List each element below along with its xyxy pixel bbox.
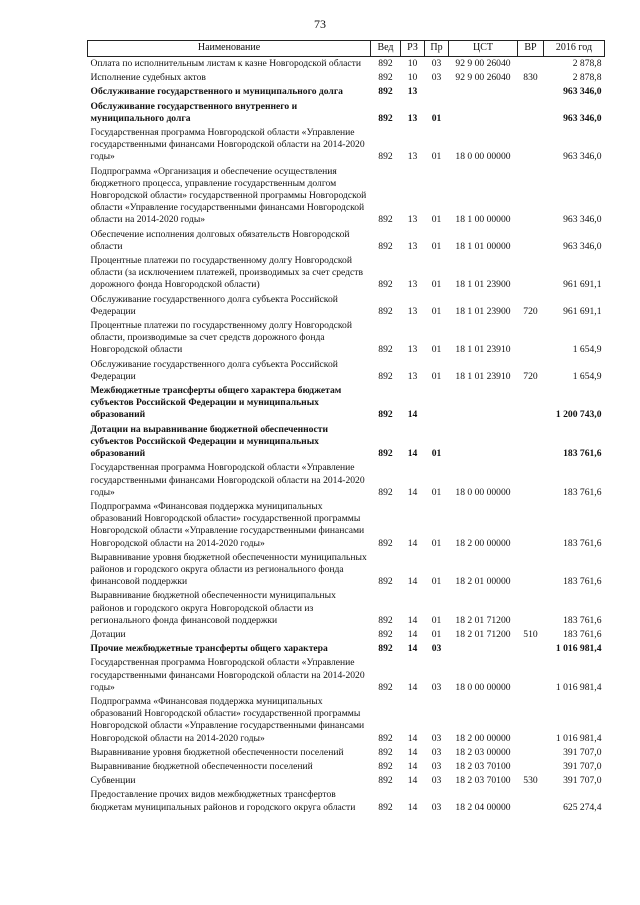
row-ved: 892 xyxy=(378,614,393,626)
table-row xyxy=(88,228,605,254)
table-header-row xyxy=(88,41,605,57)
row-pr: 03 xyxy=(431,801,442,813)
row-cst: 18 2 01 71200 xyxy=(455,614,511,626)
row-name: Дотации на выравнивание бюджетной обеспеченности субъектов Российской Федерации и муниципальных образований xyxy=(90,423,328,460)
row-pr: 01 xyxy=(431,305,442,317)
row-name: Оплата по исполнительным листам к казне Новгородской области xyxy=(90,58,361,69)
row-cst: 18 2 03 70100 xyxy=(455,760,511,772)
row-ved: 892 xyxy=(378,760,393,772)
table-row xyxy=(88,165,605,228)
row-vr xyxy=(518,788,544,814)
row-pr: 03 xyxy=(431,643,442,655)
row-rz: 14 xyxy=(407,775,418,787)
header-vr: ВР xyxy=(518,41,544,57)
row-vr xyxy=(518,126,544,165)
table-row xyxy=(88,254,605,293)
table-row xyxy=(88,746,605,760)
row-pr: 03 xyxy=(431,732,442,744)
row-ved: 892 xyxy=(378,58,393,69)
row-pr: 03 xyxy=(431,58,442,69)
row-cst xyxy=(449,642,518,656)
row-vr: 530 xyxy=(523,775,538,787)
row-rz: 13 xyxy=(407,344,418,356)
row-amount: 963 346,0 xyxy=(563,112,602,124)
row-amount: 391 707,0 xyxy=(563,746,602,758)
row-name: Обслуживание государственного и муниципального долга xyxy=(90,86,343,98)
row-amount: 625 274,4 xyxy=(563,801,602,813)
row-amount: 1 016 981,4 xyxy=(555,681,602,693)
row-amount: 183 761,6 xyxy=(563,614,602,626)
row-cst: 18 1 01 23900 xyxy=(455,305,511,317)
row-pr: 01 xyxy=(431,537,442,549)
row-ved: 892 xyxy=(378,486,393,498)
table-row xyxy=(88,126,605,165)
row-rz: 14 xyxy=(407,801,418,813)
header-year: 2016 год xyxy=(544,41,605,57)
row-vr xyxy=(518,254,544,293)
row-ved: 892 xyxy=(378,801,393,813)
row-name: Процентные платежи по государственному долгу Новгородской области, производимые за счет средств дорожного фонда Новгородской области xyxy=(90,320,352,356)
table-row xyxy=(88,656,605,695)
row-amount: 963 346,0 xyxy=(563,151,602,163)
row-ved: 892 xyxy=(378,409,393,421)
row-rz: 14 xyxy=(407,409,418,421)
row-name: Дотации xyxy=(90,628,126,640)
row-ved: 892 xyxy=(378,643,393,655)
row-ved: 892 xyxy=(378,305,393,317)
row-ved: 892 xyxy=(378,112,393,124)
row-vr xyxy=(518,500,544,551)
row-ved: 892 xyxy=(378,279,393,291)
row-vr xyxy=(518,461,544,500)
row-vr: 720 xyxy=(523,370,538,382)
row-name: Выравнивание уровня бюджетной обеспеченности муниципальных районов и городского округа области из регионального фонда финансовой поддержки xyxy=(90,551,367,588)
row-vr xyxy=(518,695,544,746)
row-vr xyxy=(518,746,544,760)
row-ved: 892 xyxy=(378,576,393,588)
row-vr xyxy=(518,85,544,99)
table-row xyxy=(88,100,605,126)
table-row xyxy=(88,551,605,590)
row-cst xyxy=(449,85,518,99)
row-vr xyxy=(518,57,544,72)
row-rz: 10 xyxy=(407,58,418,69)
row-rz: 14 xyxy=(407,628,418,640)
row-cst xyxy=(449,100,518,126)
row-pr: 01 xyxy=(431,370,442,382)
row-cst: 18 2 01 00000 xyxy=(455,576,511,588)
table-row xyxy=(88,589,605,628)
row-name: Государственная программа Новгородской области «Управление государственными финансами Новгородской области на 2014-2020 годы» xyxy=(90,127,365,163)
row-rz: 13 xyxy=(407,214,418,226)
row-amount: 963 346,0 xyxy=(563,240,602,252)
row-rz: 14 xyxy=(407,760,418,772)
row-vr xyxy=(518,760,544,774)
page-number: 73 xyxy=(314,17,326,31)
table-row xyxy=(88,57,605,72)
table-row xyxy=(88,695,605,746)
row-amount: 183 761,6 xyxy=(563,486,602,498)
row-pr: 01 xyxy=(431,279,442,291)
row-pr: 01 xyxy=(431,240,442,252)
header-ved: Вед xyxy=(371,41,401,57)
row-amount: 1 654,9 xyxy=(572,344,602,356)
row-rz: 14 xyxy=(407,746,418,758)
row-vr xyxy=(518,423,544,462)
row-rz: 13 xyxy=(407,305,418,317)
row-cst: 18 1 00 00000 xyxy=(455,214,511,226)
row-pr: 01 xyxy=(431,112,442,124)
row-cst: 18 0 00 00000 xyxy=(455,486,511,498)
row-ved: 892 xyxy=(378,214,393,226)
row-cst: 18 2 00 00000 xyxy=(455,537,511,549)
row-rz: 14 xyxy=(407,681,418,693)
row-name: Выравнивание бюджетной обеспеченности муниципальных районов и городского округа Новгородской области из регионального фонда финансовой поддержки xyxy=(90,590,336,626)
row-name: Субвенции xyxy=(90,775,136,787)
header-cst: ЦСТ xyxy=(449,41,518,57)
table-row xyxy=(88,642,605,656)
row-vr xyxy=(518,384,544,423)
row-amount: 1 654,9 xyxy=(572,370,602,382)
row-cst: 18 1 01 23910 xyxy=(455,344,511,356)
table-row xyxy=(88,293,605,319)
row-cst: 18 2 01 71200 xyxy=(455,628,511,640)
row-ved: 892 xyxy=(378,732,393,744)
row-rz: 13 xyxy=(407,240,418,252)
row-ved: 892 xyxy=(378,681,393,693)
row-amount: 183 761,6 xyxy=(563,628,602,640)
row-amount: 961 691,1 xyxy=(563,305,602,317)
row-pr: 03 xyxy=(431,746,442,758)
row-pr: 01 xyxy=(431,628,442,640)
table-row xyxy=(88,788,605,814)
row-cst: 18 0 00 00000 xyxy=(455,151,511,163)
row-pr: 01 xyxy=(431,448,442,460)
row-name: Обслуживание государственного долга субъекта Российской Федерации xyxy=(90,358,338,382)
row-pr: 01 xyxy=(431,151,442,163)
row-name: Государственная программа Новгородской области «Управление государственными финансами Новгородской области на 2014-2020 годы» xyxy=(90,657,365,693)
row-amount: 183 761,6 xyxy=(563,537,602,549)
row-amount: 961 691,1 xyxy=(563,279,602,291)
row-vr xyxy=(518,319,544,358)
row-rz: 10 xyxy=(407,72,418,84)
row-pr: 01 xyxy=(431,344,442,356)
row-cst: 18 2 03 70100 xyxy=(455,775,511,787)
table-row xyxy=(88,358,605,384)
row-pr: 03 xyxy=(431,681,442,693)
row-cst xyxy=(449,384,518,423)
row-vr: 830 xyxy=(523,72,538,84)
row-cst: 18 2 04 00000 xyxy=(455,801,511,813)
row-name: Выравнивание бюджетной обеспеченности поселений xyxy=(90,760,313,772)
header-name: Наименование xyxy=(88,41,371,57)
row-name: Обеспечение исполнения долговых обязательств Новгородской области xyxy=(90,228,350,252)
row-name: Подпрограмма «Финансовая поддержка муниципальных образований Новгородской области» государственной программы Новгородской области «Управление государственными финансами Новгородской области на 2014-2020 годы» xyxy=(90,500,365,549)
row-ved: 892 xyxy=(378,370,393,382)
row-ved: 892 xyxy=(378,151,393,163)
row-pr: 03 xyxy=(431,775,442,787)
row-rz: 13 xyxy=(407,112,418,124)
row-rz: 13 xyxy=(407,370,418,382)
row-pr: 01 xyxy=(431,614,442,626)
table-row xyxy=(88,85,605,99)
row-amount: 1 200 743,0 xyxy=(555,409,602,421)
row-cst: 92 9 00 26040 xyxy=(455,72,511,84)
row-amount: 963 346,0 xyxy=(563,214,602,226)
table-row xyxy=(88,384,605,423)
row-rz: 13 xyxy=(407,279,418,291)
table-row xyxy=(88,71,605,85)
row-name: Обслуживание государственного внутреннего и муниципального долга xyxy=(90,100,298,124)
row-ved: 892 xyxy=(378,537,393,549)
row-cst: 92 9 00 26040 xyxy=(455,58,511,69)
row-name: Государственная программа Новгородской области «Управление государственными финансами Новгородской области на 2014-2020 годы» xyxy=(90,462,365,498)
row-vr: 510 xyxy=(523,628,538,640)
row-vr xyxy=(518,551,544,590)
row-vr: 720 xyxy=(523,305,538,317)
row-vr xyxy=(518,165,544,228)
row-cst xyxy=(449,423,518,462)
row-rz: 14 xyxy=(407,643,418,655)
row-cst: 18 0 00 00000 xyxy=(455,681,511,693)
row-name: Процентные платежи по государственному долгу Новгородской области (за исключением платежей, производимых за счет средств дорожного фонда Новгородской области) xyxy=(90,255,364,291)
row-rz: 13 xyxy=(407,86,418,98)
row-pr xyxy=(425,384,449,423)
row-ved: 892 xyxy=(378,775,393,787)
budget-table xyxy=(87,40,605,815)
row-rz: 14 xyxy=(407,537,418,549)
row-pr: 01 xyxy=(431,214,442,226)
row-rz: 13 xyxy=(407,151,418,163)
row-pr xyxy=(425,85,449,99)
row-cst: 18 1 01 23900 xyxy=(455,279,511,291)
header-rz: РЗ xyxy=(401,41,425,57)
row-ved: 892 xyxy=(378,72,393,84)
row-pr: 03 xyxy=(431,760,442,772)
row-name: Подпрограмма «Финансовая поддержка муниципальных образований Новгородской области» государственной программы Новгородской области «Управление государственными финансами Новгородской области на 2014-2020 годы» xyxy=(90,695,365,744)
row-ved: 892 xyxy=(378,240,393,252)
row-name: Межбюджетные трансферты общего характера бюджетам субъектов Российской Федерации и муниципальных образований xyxy=(90,385,342,421)
row-name: Предоставление прочих видов межбюджетных трансфертов бюджетам муниципальных районов и городского округа области xyxy=(90,789,356,813)
row-vr xyxy=(518,656,544,695)
row-rz: 14 xyxy=(407,486,418,498)
row-amount: 183 761,6 xyxy=(563,448,602,460)
table-row xyxy=(88,760,605,774)
row-cst: 18 1 01 23910 xyxy=(455,370,511,382)
row-amount: 183 761,6 xyxy=(563,576,602,588)
table-row xyxy=(88,774,605,788)
row-cst: 18 2 03 00000 xyxy=(455,746,511,758)
row-amount: 391 707,0 xyxy=(563,760,602,772)
row-amount: 2 878,8 xyxy=(572,58,602,69)
row-ved: 892 xyxy=(378,86,393,98)
row-rz: 14 xyxy=(407,576,418,588)
row-amount: 963 346,0 xyxy=(563,86,602,98)
row-vr xyxy=(518,228,544,254)
row-vr xyxy=(518,589,544,628)
row-name: Обслуживание государственного долга субъекта Российской Федерации xyxy=(90,293,338,317)
row-cst: 18 2 00 00000 xyxy=(455,732,511,744)
row-rz: 14 xyxy=(407,614,418,626)
row-name: Прочие межбюджетные трансферты общего характера xyxy=(90,643,328,655)
row-ved: 892 xyxy=(378,344,393,356)
header-pr: Пр xyxy=(425,41,449,57)
row-name: Подпрограмма «Организация и обеспечение осуществления бюджетного процесса, управление государственным долгом Новгородской области» государственной программы Новгородской области «Управление государственными финансами Новгородской области на 2014-2020 годы» xyxy=(90,165,367,226)
row-ved: 892 xyxy=(378,628,393,640)
table-row xyxy=(88,500,605,551)
row-vr xyxy=(518,642,544,656)
table-row xyxy=(88,423,605,462)
row-rz: 14 xyxy=(407,732,418,744)
row-cst: 18 1 01 00000 xyxy=(455,240,511,252)
row-vr xyxy=(518,100,544,126)
row-rz: 14 xyxy=(407,448,418,460)
row-ved: 892 xyxy=(378,448,393,460)
table-row xyxy=(88,319,605,358)
row-amount: 2 878,8 xyxy=(572,72,602,84)
row-amount: 391 707,0 xyxy=(563,775,602,787)
row-amount: 1 016 981,4 xyxy=(555,732,602,744)
row-pr: 01 xyxy=(431,576,442,588)
row-pr: 03 xyxy=(431,72,442,84)
table-row xyxy=(88,461,605,500)
row-amount: 1 016 981,4 xyxy=(555,643,602,655)
table-body xyxy=(88,57,605,815)
row-ved: 892 xyxy=(378,746,393,758)
row-pr: 01 xyxy=(431,486,442,498)
row-name: Выравнивание уровня бюджетной обеспеченности поселений xyxy=(90,746,344,758)
table-row xyxy=(88,628,605,642)
row-name: Исполнение судебных актов xyxy=(90,72,206,84)
